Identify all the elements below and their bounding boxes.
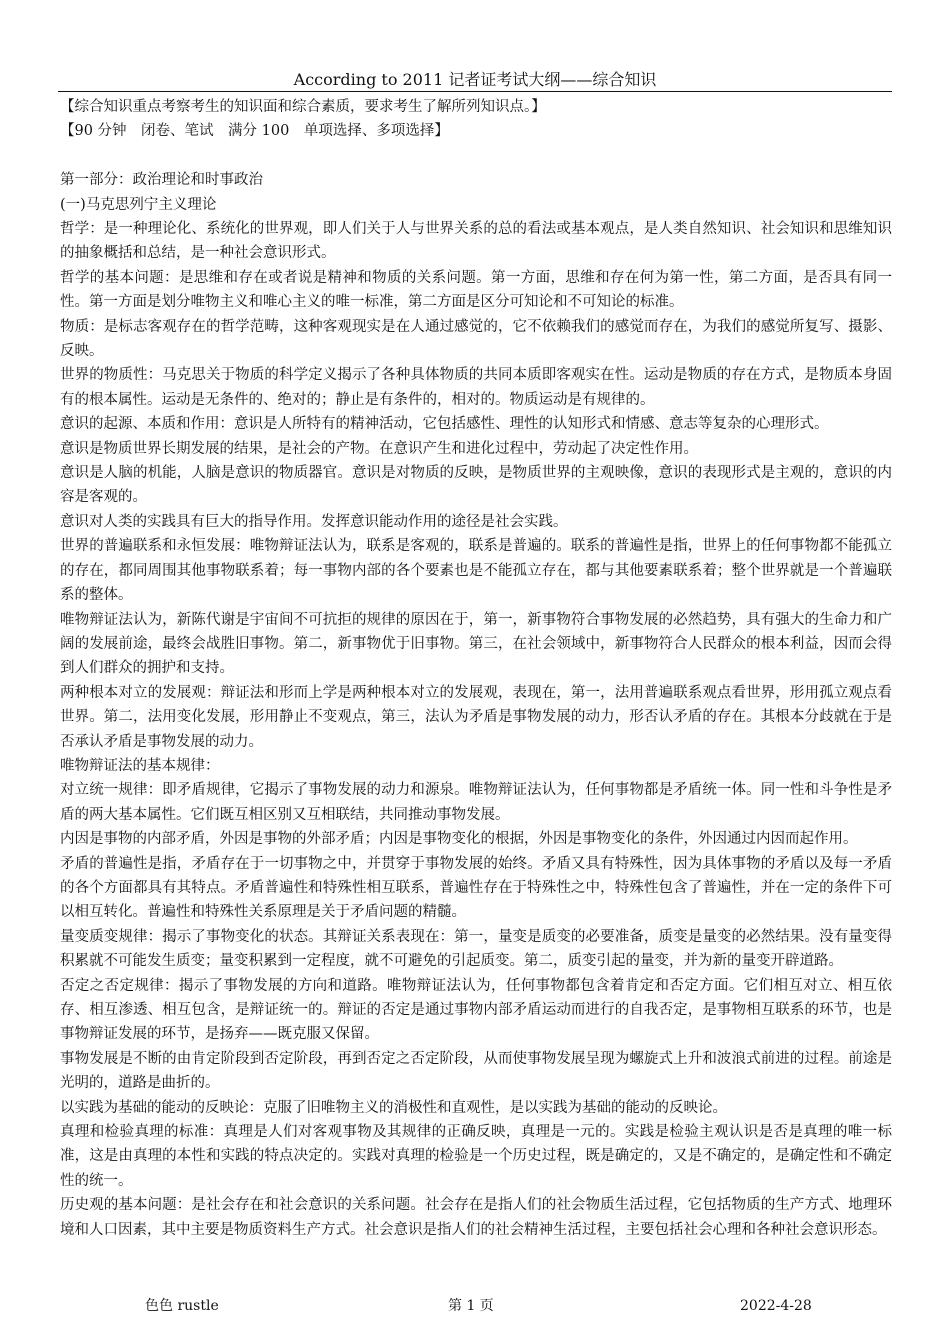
paragraph: 矛盾的普遍性是指，矛盾存在于一切事物之中，并贯穿于事物发展的始终。矛盾又具有特殊性，因为具体事物的矛盾以及每一矛盾的各个方面都具有其特点。矛盾普遍性和特殊性相互联系，普遍性存在于特殊性之中，特殊性包含了普遍性，并在一定的条件下可以相互转化。普遍性和特殊性关系原理是关于矛盾问题的精髓。 [60,855,892,921]
paragraph: 内因是事物的内部矛盾，外因是事物的外部矛盾；内因是事物变化的根据，外因是事物变化的条件，外因通过内因而起作用。 [60,831,858,848]
paragraph: 物质：是标志客观存在的哲学范畴，这种客观现实是在人通过感觉的，它不依赖我们的感觉而存在，为我们的感觉所复写、摄影、反映。 [60,318,892,360]
paragraph: 意识对人类的实践具有巨大的指导作用。发挥意识能动作用的途径是社会实践。 [60,513,568,530]
page-header-title: According to 2011 记者证考试大纲——综合知识 [293,70,657,89]
paragraph: 哲学：是一种理论化、系统化的世界观，即人们关于人与世界关系的总的看法或基本观点，是人类自然知识、社会知识和思维知识的抽象概括和总结，是一种社会意识形式。 [60,221,892,262]
paragraph: 真理和检验真理的标准：真理是人们对客观事物及其规律的正确反映，真理是一元的。实践是检验主观认识是否是真理的唯一标准，这是由真理的本性和实践的特点决定的。实践对真理的检验是一个历史过程，既是确定的，又是不确定的，是确定性和不确定性的统一。 [60,1124,892,1189]
paragraph: 唯物辩证法的基本规律： [60,757,220,774]
paragraph: 意识的起源、本质和作用：意识是人所特有的精神活动，它包括感性、理性的认知形式和情感、意志等复杂的心理形式。 [60,416,829,433]
paragraph: 历史观的基本问题：是社会存在和社会意识的关系问题。社会存在是指人们的社会物质生活过程，它包括物质的生产方式、地理环境和人口因素，其中主要是物质资料生产方式。社会意识是指人们的社会精神生活过程，主要包括社会心理和各种社会意识形态。 [60,1197,892,1238]
subsection-title: (一)马克思列宁主义理论 [60,196,217,213]
footer-page-number: 第 1 页 [448,1298,494,1314]
paragraph: 事物发展是不断的由肯定阶段到否定阶段，再到否定之否定阶段，从而使事物发展呈现为螺旋式上升和波浪式前进的过程。前途是光明的，道路是曲折的。 [60,1050,892,1092]
paragraph: 哲学的基本问题：是思维和存在或者说是精神和物质的关系问题。第一方面，思维和存在何为第一性，第二方面，是否具有同一性。第一方面是划分唯物主义和唯心主义的唯一标准，第二方面是区分可知论和不可知论的标准。 [60,269,892,311]
header-divider [58,91,892,92]
paragraph: 对立统一规律：即矛盾规律，它揭示了事物发展的动力和源泉。唯物辩证法认为，任何事物都是矛盾统一体。同一性和斗争性是矛盾的两大基本属性。它们既互相区别又互相联结，共同推动事物发展。 [60,782,892,823]
paragraph: 意识是人脑的机能，人脑是意识的物质器官。意识是对物质的反映，是物质世界的主观映像，意识的表现形式是主观的，意识的内容是客观的。 [60,465,892,506]
paragraph: 否定之否定规律：揭示了事物发展的方向和道路。唯物辩证法认为，任何事物都包含着肯定和否定方面。它们相互对立、相互依存、相互渗透、相互包含，是辩证统一的。辩证的否定是通过事物内部矛盾运动而进行的自我否定，是事物相互联系的环节，也是事物辩证发展的环节，是扬弃——既克服又保留。 [60,977,892,1043]
intro-line-1: 【综合知识重点考察考生的知识面和综合素质，要求考生了解所列知识点。】 [60,99,546,115]
blank-line [60,144,892,168]
document-body [60,95,892,1242]
paragraph: 世界的物质性：马克思关于物质的科学定义揭示了各种具体物质的共同本质即客观实在性。运动是物质的存在方式，是物质本身固有的根本属性。运动是无条件的、绝对的；静止是有条件的，相对的。物质运动是有规律的。 [60,367,892,408]
footer-date: 2022-4-28 [740,1298,812,1314]
paragraph: 唯物辩证法认为，新陈代谢是宇宙间不可抗拒的规律的原因在于，第一，新事物符合事物发展的必然趋势，具有强大的生命力和广阔的发展前途，最终会战胜旧事物。第二，新事物优于旧事物。第三，在社会领域中，新事物符合人民群众的根本利益，因而会得到人们群众的拥护和支持。 [60,611,892,677]
part-title: 第一部分：政治理论和时事政治 [60,172,263,189]
footer-author: 色色 rustle [145,1298,219,1314]
paragraph: 世界的普遍联系和永恒发展：唯物辩证法认为，联系是客观的，联系是普遍的。联系的普遍性是指，世界上的任何事物都不能孤立的存在，都同周围其他事物联系着；每一事物内部的各个要素也是不能孤立存在，都与其他要素联系着；整个世界就是一个普遍联系的整体。 [60,538,892,604]
paragraph: 以实践为基础的能动的反映论：克服了旧唯物主义的消极性和直观性，是以实践为基础的能动的反映论。 [60,1099,727,1116]
intro-line-2: 【90 分钟 闭卷、笔试 满分 100 单项选择、多项选择】 [60,123,449,140]
paragraph: 两种根本对立的发展观：辩证法和形而上学是两种根本对立的发展观，表现在，第一，法用普遍联系观点看世界，形用孤立观点看世界。第二，法用变化发展，形用静止不变观点，第三，法认为矛盾是事物发展的动力，形否认矛盾的存在。其根本分歧就在于是否承认矛盾是事物发展的动力。 [60,684,892,750]
paragraph: 量变质变规律：揭示了事物变化的状态。其辩证关系表现在：第一，量变是质变的必要准备，质变是量变的必然结果。没有量变得积累就不可能发生质变；量变积累到一定程度，就不可避免的引起质变。第二，质变引起的量变，并为新的量变开辟道路。 [60,928,892,970]
page-footer [0,1297,950,1317]
paragraph: 意识是物质世界长期发展的结果，是社会的产物。在意识产生和进化过程中，劳动起了决定性作用。 [60,440,698,457]
